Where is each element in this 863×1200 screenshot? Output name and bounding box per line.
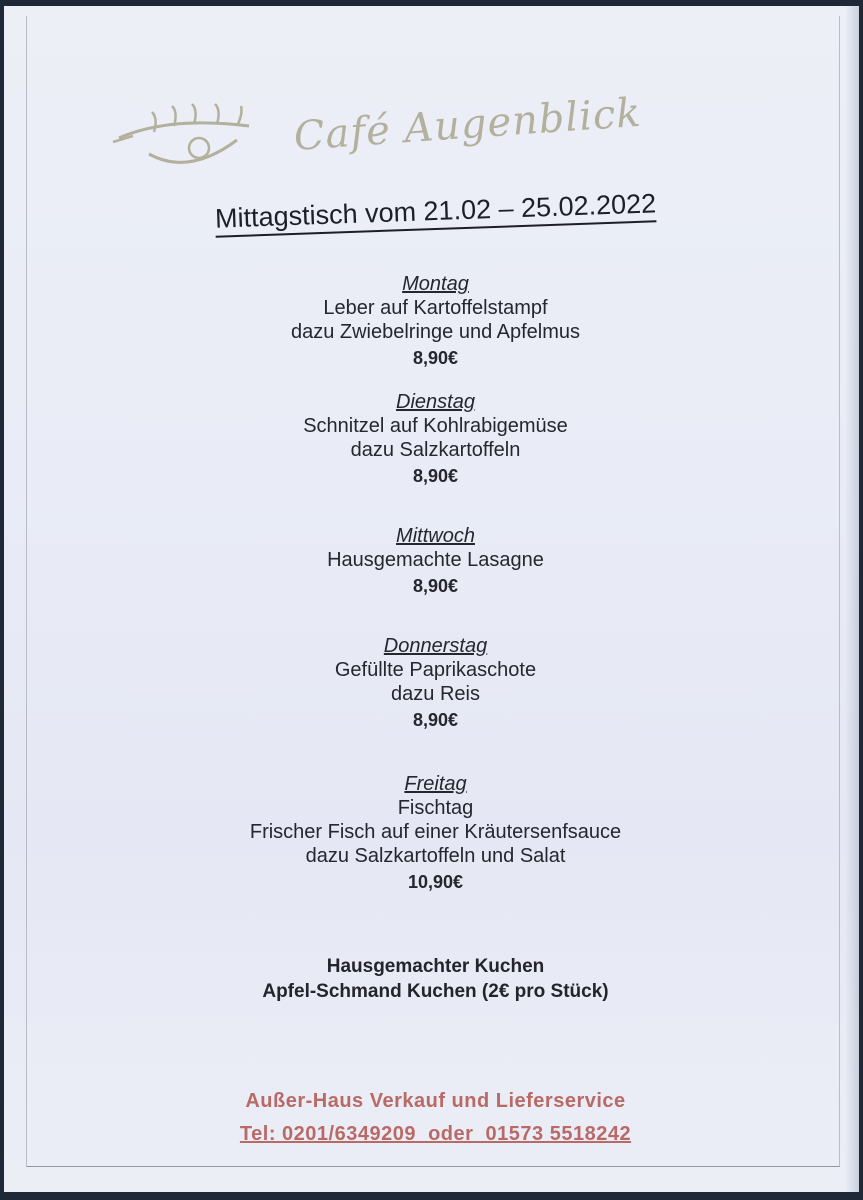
day-monday: [4, 272, 859, 372]
dish-line: Leber auf Kartoffelstampf: [323, 297, 548, 319]
cake-section: [4, 954, 859, 1004]
menu-sheet: [4, 6, 859, 1192]
phone-numbers: Tel: 0201/6349209 oder 01573 5518242: [239, 1123, 632, 1145]
cake-item: Apfel-Schmand Kuchen (2€ pro Stück): [262, 981, 609, 1002]
dish-line: dazu Reis: [391, 683, 480, 705]
price: 8,90€: [412, 466, 459, 486]
eye-logo-icon: [109, 96, 269, 186]
dish-line: Gefüllte Paprikaschote: [334, 659, 537, 681]
service-line: Außer-Haus Verkauf und Lieferservice: [245, 1090, 626, 1112]
day-thursday: [4, 634, 859, 734]
dish-line: Hausgemachte Lasagne: [327, 549, 544, 571]
dish-line: dazu Salzkartoffeln und Salat: [305, 845, 566, 867]
dish-line: Fischtag: [397, 797, 474, 819]
dish-line: dazu Zwiebelringe und Apfelmus: [290, 321, 581, 343]
price: 10,90€: [407, 872, 464, 892]
cake-heading: Hausgemachter Kuchen: [326, 956, 545, 977]
cafe-name: Café Augenblick: [292, 89, 643, 160]
price: 8,90€: [412, 710, 459, 730]
price: 8,90€: [412, 576, 459, 596]
price: 8,90€: [412, 348, 459, 368]
day-name: Montag: [402, 273, 469, 295]
menu-title-text: Mittagstisch vom 21.02 – 25.02.2022: [214, 188, 656, 237]
cafe-logo: [109, 89, 759, 196]
day-name: Mittwoch: [396, 525, 475, 547]
day-name: Freitag: [404, 773, 467, 795]
day-name: Donnerstag: [383, 635, 488, 657]
dish-line: Schnitzel auf Kohlrabigemüse: [303, 415, 568, 437]
menu-title: [4, 188, 859, 234]
dish-line: Frischer Fisch auf einer Kräutersenfsauce: [249, 821, 622, 843]
day-tuesday: [4, 390, 859, 490]
day-friday: [4, 772, 859, 896]
day-wednesday: [4, 524, 859, 600]
dish-line: dazu Salzkartoffeln: [350, 439, 521, 461]
service-section: [4, 1085, 859, 1151]
day-name: Dienstag: [396, 391, 475, 413]
